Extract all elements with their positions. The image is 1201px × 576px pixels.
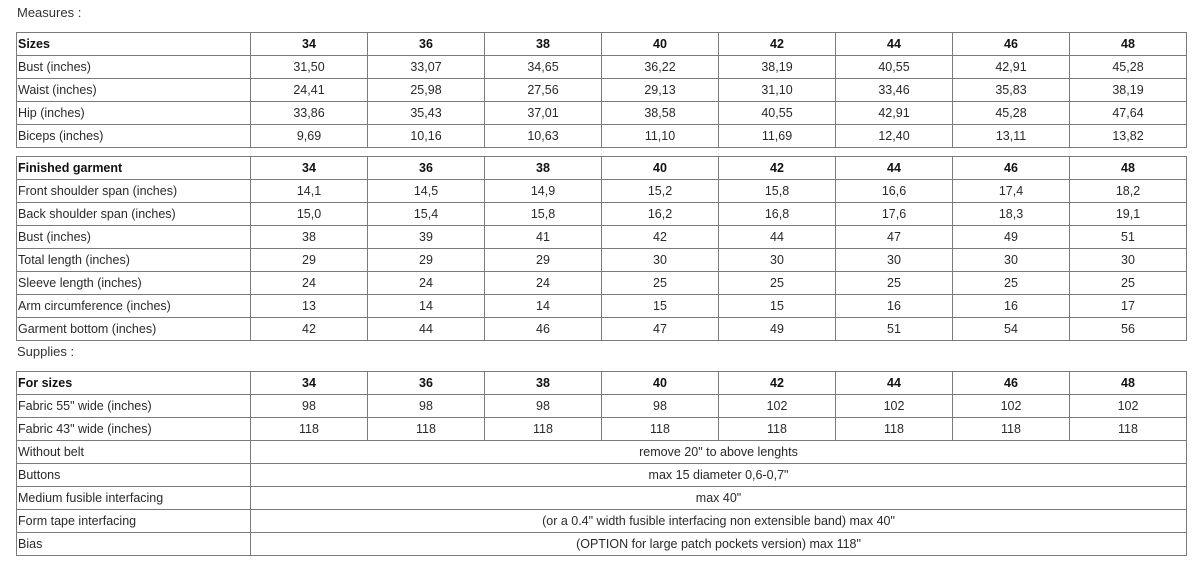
table-cell: 25: [953, 272, 1070, 295]
table-cell: 18,3: [953, 203, 1070, 226]
table-cell: 25: [602, 272, 719, 295]
size-header: 44: [836, 33, 953, 56]
size-header: 44: [836, 372, 953, 395]
table-cell: 118: [602, 418, 719, 441]
table-cell: 38,19: [719, 56, 836, 79]
row-label: Fabric 43" wide (inches): [17, 418, 251, 441]
table-cell: 31,50: [251, 56, 368, 79]
table-row: [17, 102, 1187, 125]
row-label: Biceps (inches): [17, 125, 251, 148]
size-header: 38: [485, 33, 602, 56]
table-cell: 42,91: [953, 56, 1070, 79]
table-row: [17, 295, 1187, 318]
row-label: Back shoulder span (inches): [17, 203, 251, 226]
table-cell: 19,1: [1070, 203, 1187, 226]
row-label: Bias: [17, 533, 251, 556]
size-header: 46: [953, 372, 1070, 395]
table-cell: 15,8: [485, 203, 602, 226]
size-header: 36: [368, 372, 485, 395]
table-cell: 14: [485, 295, 602, 318]
table-cell: 11,69: [719, 125, 836, 148]
row-label: Arm circumference (inches): [17, 295, 251, 318]
row-label: Form tape interfacing: [17, 510, 251, 533]
table-cell: 16,2: [602, 203, 719, 226]
table-cell: 118: [1070, 418, 1187, 441]
table-cell: 118: [836, 418, 953, 441]
table-cell: 14,1: [251, 180, 368, 203]
table-cell: 102: [836, 395, 953, 418]
size-header: 34: [251, 157, 368, 180]
table-cell: 38,58: [602, 102, 719, 125]
table-cell: 15,2: [602, 180, 719, 203]
table-cell: 10,63: [485, 125, 602, 148]
row-label: Hip (inches): [17, 102, 251, 125]
table-cell: 14,5: [368, 180, 485, 203]
table-cell: 102: [953, 395, 1070, 418]
table-cell: 18,2: [1070, 180, 1187, 203]
table-cell: 15: [602, 295, 719, 318]
table-row: [17, 318, 1187, 341]
table-cell: 29: [368, 249, 485, 272]
row-label: Bust (inches): [17, 56, 251, 79]
table-cell: 31,10: [719, 79, 836, 102]
table-cell: 13,11: [953, 125, 1070, 148]
table-cell: 16: [953, 295, 1070, 318]
size-header: 38: [485, 372, 602, 395]
row-label: Total length (inches): [17, 249, 251, 272]
table-cell: 98: [368, 395, 485, 418]
table-row: [17, 203, 1187, 226]
table-row: [17, 272, 1187, 295]
table-cell: 37,01: [485, 102, 602, 125]
table-cell: 25,98: [368, 79, 485, 102]
size-header: 34: [251, 372, 368, 395]
table-cell: 30: [602, 249, 719, 272]
size-header: 40: [602, 157, 719, 180]
size-header: 44: [836, 157, 953, 180]
finished-header-row: [17, 157, 1187, 180]
table-cell: 102: [719, 395, 836, 418]
table-cell: 38,19: [1070, 79, 1187, 102]
row-label: Fabric 55" wide (inches): [17, 395, 251, 418]
row-label: Without belt: [17, 441, 251, 464]
table-cell: 36,22: [602, 56, 719, 79]
table-cell: 9,69: [251, 125, 368, 148]
table-cell: 51: [836, 318, 953, 341]
table-cell: 33,46: [836, 79, 953, 102]
table-cell: 47,64: [1070, 102, 1187, 125]
table-cell: 11,10: [602, 125, 719, 148]
table-cell: 30: [836, 249, 953, 272]
merged-cell: max 15 diameter 0,6-0,7": [251, 464, 1187, 487]
table-cell: 42,91: [836, 102, 953, 125]
table-cell: 16,6: [836, 180, 953, 203]
table-cell: 24: [368, 272, 485, 295]
size-header: 38: [485, 157, 602, 180]
table-cell: 98: [251, 395, 368, 418]
table-cell: 33,86: [251, 102, 368, 125]
table-row: [17, 487, 1187, 510]
table-cell: 30: [719, 249, 836, 272]
size-header: 40: [602, 372, 719, 395]
size-header: 42: [719, 33, 836, 56]
table-row: [17, 510, 1187, 533]
size-header: 42: [719, 372, 836, 395]
table-cell: 40,55: [719, 102, 836, 125]
table-cell: 44: [368, 318, 485, 341]
merged-cell: (OPTION for large patch pockets version) max 118": [251, 533, 1187, 556]
table-row: [17, 441, 1187, 464]
table-cell: 118: [485, 418, 602, 441]
supplies-title: Supplies :: [17, 344, 75, 359]
finished-header-label: Finished garment: [17, 157, 251, 180]
table-cell: 13,82: [1070, 125, 1187, 148]
size-header: 36: [368, 157, 485, 180]
size-header: 42: [719, 157, 836, 180]
table-cell: 118: [368, 418, 485, 441]
table-row: [17, 180, 1187, 203]
table-cell: 47: [602, 318, 719, 341]
supplies-table: [16, 371, 1187, 556]
row-label: Sleeve length (inches): [17, 272, 251, 295]
table-row: [17, 533, 1187, 556]
size-header: 46: [953, 157, 1070, 180]
row-label: Bust (inches): [17, 226, 251, 249]
table-cell: 39: [368, 226, 485, 249]
table-cell: 35,83: [953, 79, 1070, 102]
table-cell: 41: [485, 226, 602, 249]
table-cell: 30: [1070, 249, 1187, 272]
table-row: [17, 249, 1187, 272]
supplies-header-label: For sizes: [17, 372, 251, 395]
supplies-header-row: [17, 372, 1187, 395]
table-cell: 17: [1070, 295, 1187, 318]
table-cell: 44: [719, 226, 836, 249]
table-cell: 42: [602, 226, 719, 249]
table-cell: 15: [719, 295, 836, 318]
table-cell: 34,65: [485, 56, 602, 79]
table-cell: 45,28: [953, 102, 1070, 125]
size-header: 34: [251, 33, 368, 56]
measures-header-label: Sizes: [17, 33, 251, 56]
table-cell: 33,07: [368, 56, 485, 79]
table-cell: 29: [485, 249, 602, 272]
table-row: [17, 56, 1187, 79]
table-cell: 15,0: [251, 203, 368, 226]
row-label: Garment bottom (inches): [17, 318, 251, 341]
row-label: Waist (inches): [17, 79, 251, 102]
table-cell: 25: [836, 272, 953, 295]
table-cell: 102: [1070, 395, 1187, 418]
table-cell: 118: [251, 418, 368, 441]
table-row: [17, 395, 1187, 418]
size-header: 48: [1070, 372, 1187, 395]
table-cell: 38: [251, 226, 368, 249]
table-cell: 24: [485, 272, 602, 295]
size-header: 46: [953, 33, 1070, 56]
table-cell: 25: [1070, 272, 1187, 295]
table-cell: 24: [251, 272, 368, 295]
table-cell: 35,43: [368, 102, 485, 125]
table-cell: 118: [953, 418, 1070, 441]
table-cell: 15,8: [719, 180, 836, 203]
row-label: Front shoulder span (inches): [17, 180, 251, 203]
table-cell: 15,4: [368, 203, 485, 226]
table-cell: 56: [1070, 318, 1187, 341]
table-row: [17, 418, 1187, 441]
table-cell: 17,6: [836, 203, 953, 226]
table-cell: 25: [719, 272, 836, 295]
table-cell: 40,55: [836, 56, 953, 79]
merged-cell: max 40": [251, 487, 1187, 510]
row-label: Buttons: [17, 464, 251, 487]
table-cell: 46: [485, 318, 602, 341]
measures-title: Measures :: [17, 5, 82, 20]
table-cell: 98: [602, 395, 719, 418]
table-row: [17, 79, 1187, 102]
table-cell: 29,13: [602, 79, 719, 102]
table-cell: 17,4: [953, 180, 1070, 203]
table-cell: 49: [953, 226, 1070, 249]
table-cell: 24,41: [251, 79, 368, 102]
table-row: [17, 464, 1187, 487]
table-cell: 14,9: [485, 180, 602, 203]
table-cell: 29: [251, 249, 368, 272]
table-cell: 49: [719, 318, 836, 341]
table-cell: 16,8: [719, 203, 836, 226]
size-header: 48: [1070, 157, 1187, 180]
size-header: 36: [368, 33, 485, 56]
table-cell: 51: [1070, 226, 1187, 249]
table-cell: 98: [485, 395, 602, 418]
row-label: Medium fusible interfacing: [17, 487, 251, 510]
size-header: 40: [602, 33, 719, 56]
table-row: [17, 226, 1187, 249]
table-cell: 118: [719, 418, 836, 441]
size-header: 48: [1070, 33, 1187, 56]
table-cell: 27,56: [485, 79, 602, 102]
table-cell: 16: [836, 295, 953, 318]
finished-garment-table: [16, 156, 1187, 341]
table-cell: 14: [368, 295, 485, 318]
measures-table: [16, 32, 1187, 148]
table-cell: 42: [251, 318, 368, 341]
table-cell: 12,40: [836, 125, 953, 148]
table-cell: 45,28: [1070, 56, 1187, 79]
table-row: [17, 125, 1187, 148]
merged-cell: remove 20" to above lenghts: [251, 441, 1187, 464]
table-cell: 54: [953, 318, 1070, 341]
measures-header-row: [17, 33, 1187, 56]
table-cell: 10,16: [368, 125, 485, 148]
merged-cell: (or a 0.4" width fusible interfacing non extensible band) max 40": [251, 510, 1187, 533]
table-cell: 13: [251, 295, 368, 318]
table-cell: 47: [836, 226, 953, 249]
table-cell: 30: [953, 249, 1070, 272]
